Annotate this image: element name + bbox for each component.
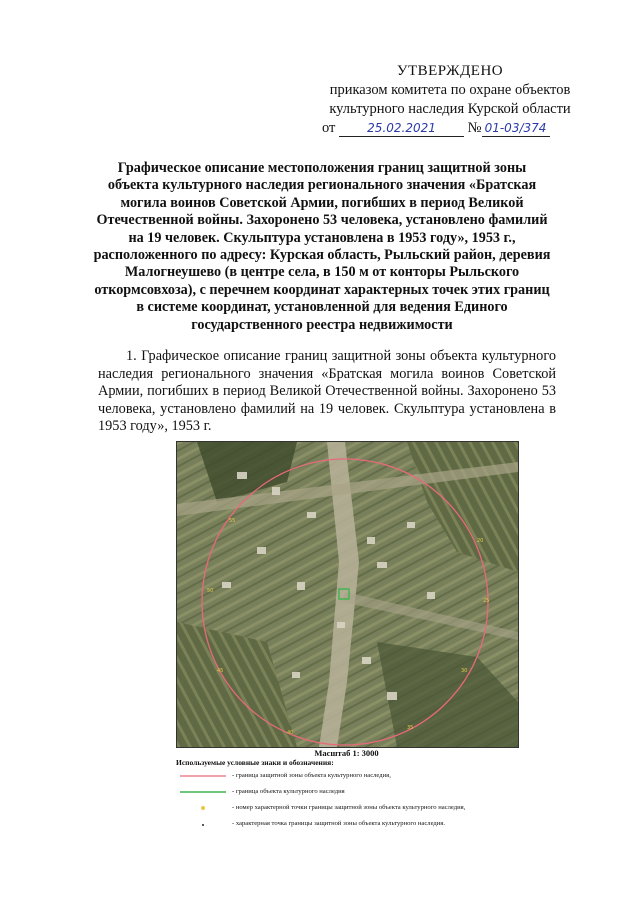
- approval-line-1: приказом комитета по охране объектов: [329, 82, 571, 98]
- map-scale: Масштаб 1: 3000: [314, 748, 379, 758]
- approval-heading: УТВЕРЖДЕНО: [396, 63, 504, 79]
- handwritten-number: 01-03/374: [482, 121, 550, 137]
- svg-text:50: 50: [207, 588, 214, 594]
- pink-line-icon: [178, 770, 228, 782]
- satellite-map: [176, 441, 519, 748]
- handwritten-date: 25.02.2021: [339, 121, 464, 137]
- yellow-number-icon: [178, 802, 228, 814]
- paragraph-text: 1. Графическое описание границ защитной зоны объекта культурного наследия регионального значения «Братская могила воинов Советской Армии, погибших в период Великой Отечественной войны. Захоронено 53 человека, установлено фамилий на 19 человек. Скульптура установлена в 1953 году», 1953 г.: [98, 348, 556, 435]
- legend-item: [178, 786, 518, 798]
- legend-title: Используемые условные знаки и обозначения:: [176, 758, 334, 767]
- legend-item: [178, 770, 518, 782]
- legend-item: [178, 802, 518, 814]
- green-line-icon: [178, 786, 228, 798]
- point-dot-icon: [178, 818, 228, 830]
- svg-text:35: 35: [407, 725, 414, 731]
- legend-item: [178, 818, 518, 830]
- svg-text:20: 20: [477, 538, 484, 544]
- number-label: №: [467, 120, 482, 136]
- document-title: Графическое описание местоположения границ защитной зоны объекта культурного наследия регионального значения «Братская могила воинов Советской Армии, погибших в период Великой Отечественной войны. Захоронено 53 человека, установлено фамилий на 19 человек. Скульптура установлена в 1953 году», 1953 г., расположенного по адресу: Курская область, Рыльский район, деревия Малогнеушево (в центре села, в 150 м от конторы Рыльского откормсовхоза), с перечнем координат характерных точек этих границ в системе координат, установленной для ведения Единого государственного реестра недвижимости: [93, 160, 551, 333]
- approval-block: [300, 62, 600, 138]
- svg-text:30: 30: [461, 668, 468, 674]
- section-paragraph: [98, 348, 556, 436]
- legend-item-text: - граница защитной зоны объекта культурного наследия,: [232, 772, 391, 779]
- svg-text:55: 55: [229, 518, 236, 524]
- svg-text:45: 45: [217, 668, 224, 674]
- svg-text:25: 25: [483, 598, 490, 604]
- from-label: от: [322, 120, 336, 136]
- approval-line-2: культурного наследия Курской области: [329, 101, 571, 117]
- legend-item-text: - характерная точка границы защитной зоны объекта культурного наследия.: [232, 820, 445, 827]
- map-drawing: [177, 442, 518, 747]
- legend-item-text: - номер характерной точки границы защитной зоны объекта культурного наследия,: [232, 804, 466, 811]
- approval-signature-line: [300, 119, 600, 138]
- svg-text:40: 40: [287, 730, 294, 736]
- legend-item-text: - граница объекта культурного наследия: [232, 788, 345, 795]
